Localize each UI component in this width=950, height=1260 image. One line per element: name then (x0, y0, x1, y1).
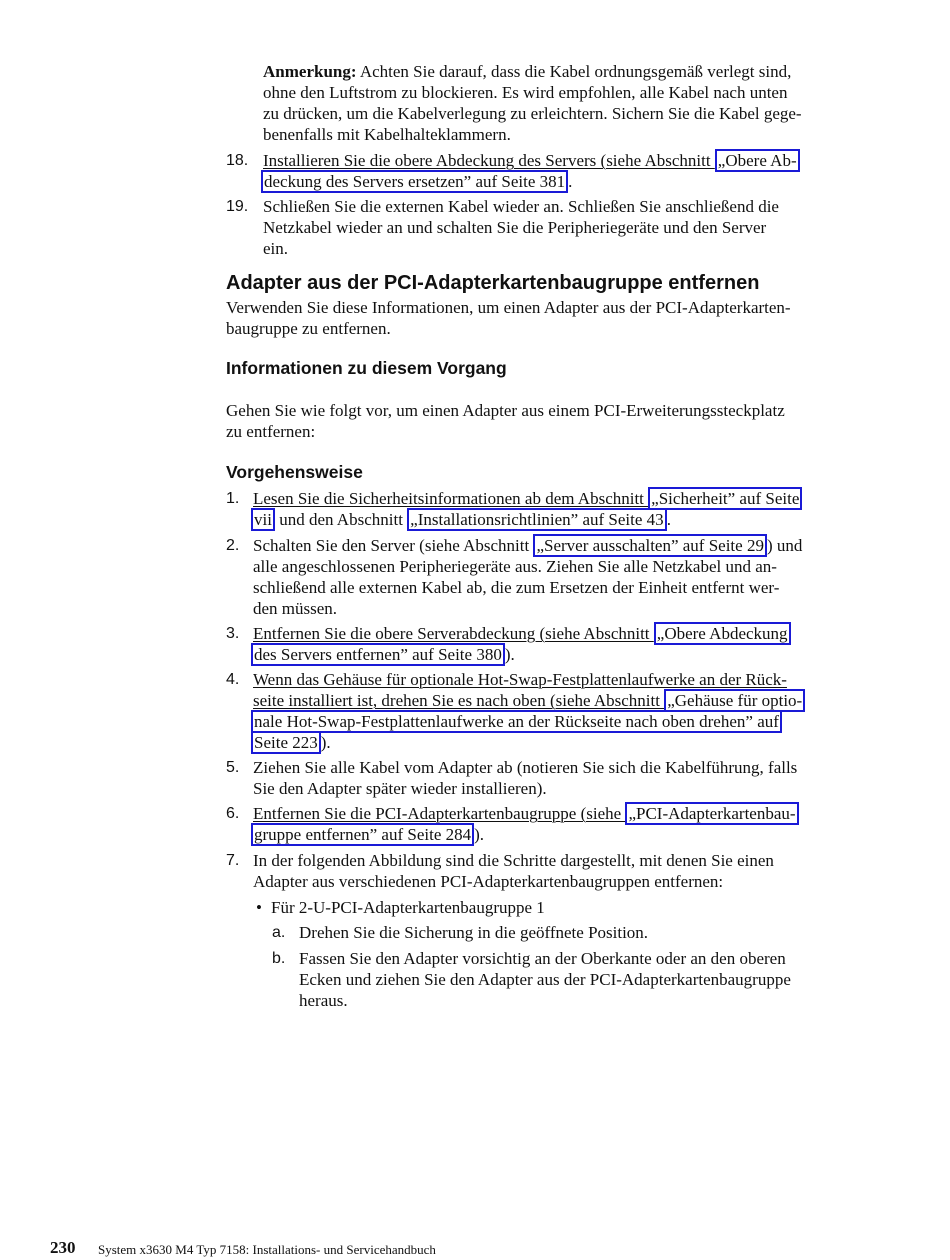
step-3-post: ). (504, 645, 515, 664)
substep-b-line-1: Fassen Sie den Adapter vorsichtig an der Oberkante oder an den oberen (299, 949, 786, 968)
substep-b-line-2: Ecken und ziehen Sie den Adapter aus der PCI-Adapterkartenbaugruppe (299, 970, 791, 989)
page-number: 230 (50, 1238, 76, 1257)
step-1-mid: und den Abschnitt (274, 510, 408, 529)
step-1-line-1 (253, 488, 802, 509)
step-2-line-3: schließend alle externen Kabel ab, die zum Ersetzen der Einheit entfernt wer- (253, 578, 780, 597)
step-1-line-2 (251, 509, 671, 530)
step-18-line-2 (261, 171, 572, 192)
note-line-3: zu drücken, um die Kabelverlegung zu erleichtern. Sichern Sie die Kabel gege- (263, 104, 802, 123)
note-text-1: Achten Sie darauf, dass die Kabel ordnungsgemäß verlegt sind, (359, 62, 792, 81)
gehaeuse-drehen-link-end[interactable]: Seite 223 (251, 731, 321, 754)
step-3-line-2 (251, 644, 515, 665)
obere-abdeckung-ersetzen-link-cont[interactable]: deckung des Servers ersetzen” auf Seite 381 (261, 170, 568, 193)
step-18-period: . (568, 172, 573, 191)
note-line-1 (263, 61, 791, 82)
bullet-text: Für 2-U-PCI-Adapterkartenbaugruppe 1 (271, 898, 545, 917)
step-4-line-1: Wenn das Gehäuse für optionale Hot-Swap-Festplattenlaufwerke an der Rück- (253, 670, 787, 689)
step-2-text: Schalten Sie den Server (siehe Abschnitt (253, 536, 534, 555)
bullet-icon: • (256, 898, 262, 917)
step-3-text: Entfernen Sie die obere Serverabdeckung (siehe Abschnitt (253, 624, 654, 643)
step-5-line-1: Ziehen Sie alle Kabel vom Adapter ab (notieren Sie sich die Kabelführung, falls (253, 758, 798, 777)
step-4-number: 4. (226, 671, 240, 688)
step-4-line-2 (253, 690, 805, 711)
gehaeuse-drehen-link-cont[interactable]: nale Hot-Swap-Festplattenlaufwerke an der Rückseite nach oben drehen” auf (251, 710, 782, 733)
substep-b-letter: b. (272, 950, 286, 967)
step-7-line-2: Adapter aus verschiedenen PCI-Adapterkartenbaugruppen entfernen: (253, 872, 724, 891)
step-1-text: Lesen Sie die Sicherheitsinformationen ab dem Abschnitt (253, 489, 649, 508)
step-1-number: 1. (226, 490, 240, 507)
step-6-number: 6. (226, 805, 240, 822)
step-7-line-1: In der folgenden Abbildung sind die Schritte dargestellt, mit denen Sie einen (253, 851, 774, 870)
substep-a-text: Drehen Sie die Sicherung in die geöffnete Position. (299, 923, 649, 942)
section-title: Adapter aus der PCI-Adapterkartenbaugruppe entfernen (226, 272, 760, 294)
step-19-line-1: Schließen Sie die externen Kabel wieder an. Schließen Sie anschließend die (263, 197, 779, 216)
gehaeuse-drehen-link[interactable]: „Gehäuse für optio- (664, 689, 805, 712)
section-intro-1: Verwenden Sie diese Informationen, um einen Adapter aus der PCI-Adapterkarten- (226, 298, 791, 317)
step-2-number: 2. (226, 537, 240, 554)
step-6-line-2 (251, 824, 484, 845)
pci-baugruppe-entfernen-link-cont[interactable]: gruppe entfernen” auf Seite 284 (251, 823, 474, 846)
step-18-line-1 (263, 150, 800, 171)
step-5-line-2: Sie den Adapter später wieder installieren). (253, 779, 547, 798)
obere-abdeckung-ersetzen-link[interactable]: „Obere Ab- (715, 149, 800, 172)
sicherheit-link-cont[interactable]: vii (251, 508, 275, 531)
step-19-line-3: ein. (263, 239, 289, 258)
note-line-2: ohne den Luftstrom zu blockieren. Es wird empfohlen, alle Kabel nach unten (263, 83, 788, 102)
obere-abdeckung-entfernen-link[interactable]: „Obere Abdeckung (654, 622, 791, 645)
step-2-line-4: den müssen. (253, 599, 338, 618)
step-2-line-2: alle angeschlossenen Peripheriegeräte aus. Ziehen Sie alle Netzkabel und an- (253, 557, 777, 576)
step-6-line-1 (253, 803, 799, 824)
substep-b-line-3: heraus. (299, 991, 348, 1010)
server-ausschalten-link[interactable]: „Server ausschalten” auf Seite 29 (533, 534, 767, 557)
note-line-4: benenfalls mit Kabelhalteklammern. (263, 125, 511, 144)
step-3-number: 3. (226, 625, 240, 642)
step-7-number: 7. (226, 852, 240, 869)
obere-abdeckung-entfernen-link-cont[interactable]: des Servers entfernen” auf Seite 380 (251, 643, 505, 666)
procedure-heading: Vorgehensweise (226, 462, 363, 482)
step-2-post: ) und (766, 536, 803, 555)
info-heading: Informationen zu diesem Vorgang (226, 358, 507, 378)
sicherheit-link[interactable]: „Sicherheit” auf Seite (648, 487, 802, 510)
step-19-number: 19. (226, 198, 249, 215)
step-4-post: ). (320, 733, 331, 752)
info-text-1: Gehen Sie wie folgt vor, um einen Adapter aus einem PCI-Erweiterungssteckplatz (226, 401, 785, 420)
step-4-line-3 (251, 711, 782, 732)
installationsrichtlinien-link[interactable]: „Installationsrichtlinien” auf Seite 43 (407, 508, 667, 531)
pci-baugruppe-entfernen-link[interactable]: „PCI-Adapterkartenbau- (625, 802, 798, 825)
step-18-number: 18. (226, 152, 249, 169)
info-text-2: zu entfernen: (226, 422, 316, 441)
step-4-line-4 (251, 732, 331, 753)
step-5-number: 5. (226, 759, 240, 776)
step-4-text: seite installiert ist, drehen Sie es nach oben (siehe Abschnitt (253, 691, 665, 710)
step-6-post: ). (474, 825, 485, 844)
note-label: Anmerkung: (263, 62, 357, 81)
step-3-line-1 (253, 623, 791, 644)
step-1-period: . (666, 510, 671, 529)
step-6-text: Entfernen Sie die PCI-Adapterkartenbaugruppe (siehe (253, 804, 626, 823)
section-intro-2: baugruppe zu entfernen. (226, 319, 391, 338)
footer-title: System x3630 M4 Typ 7158: Installations- und Servicehandbuch (98, 1242, 436, 1257)
step-19-line-2: Netzkabel wieder an und schalten Sie die Peripheriegeräte und den Server (263, 218, 767, 237)
substep-a-letter: a. (272, 924, 286, 941)
step-2-line-1 (253, 535, 802, 556)
step-18-text: Installieren Sie die obere Abdeckung des Servers (siehe Abschnitt (263, 151, 715, 170)
